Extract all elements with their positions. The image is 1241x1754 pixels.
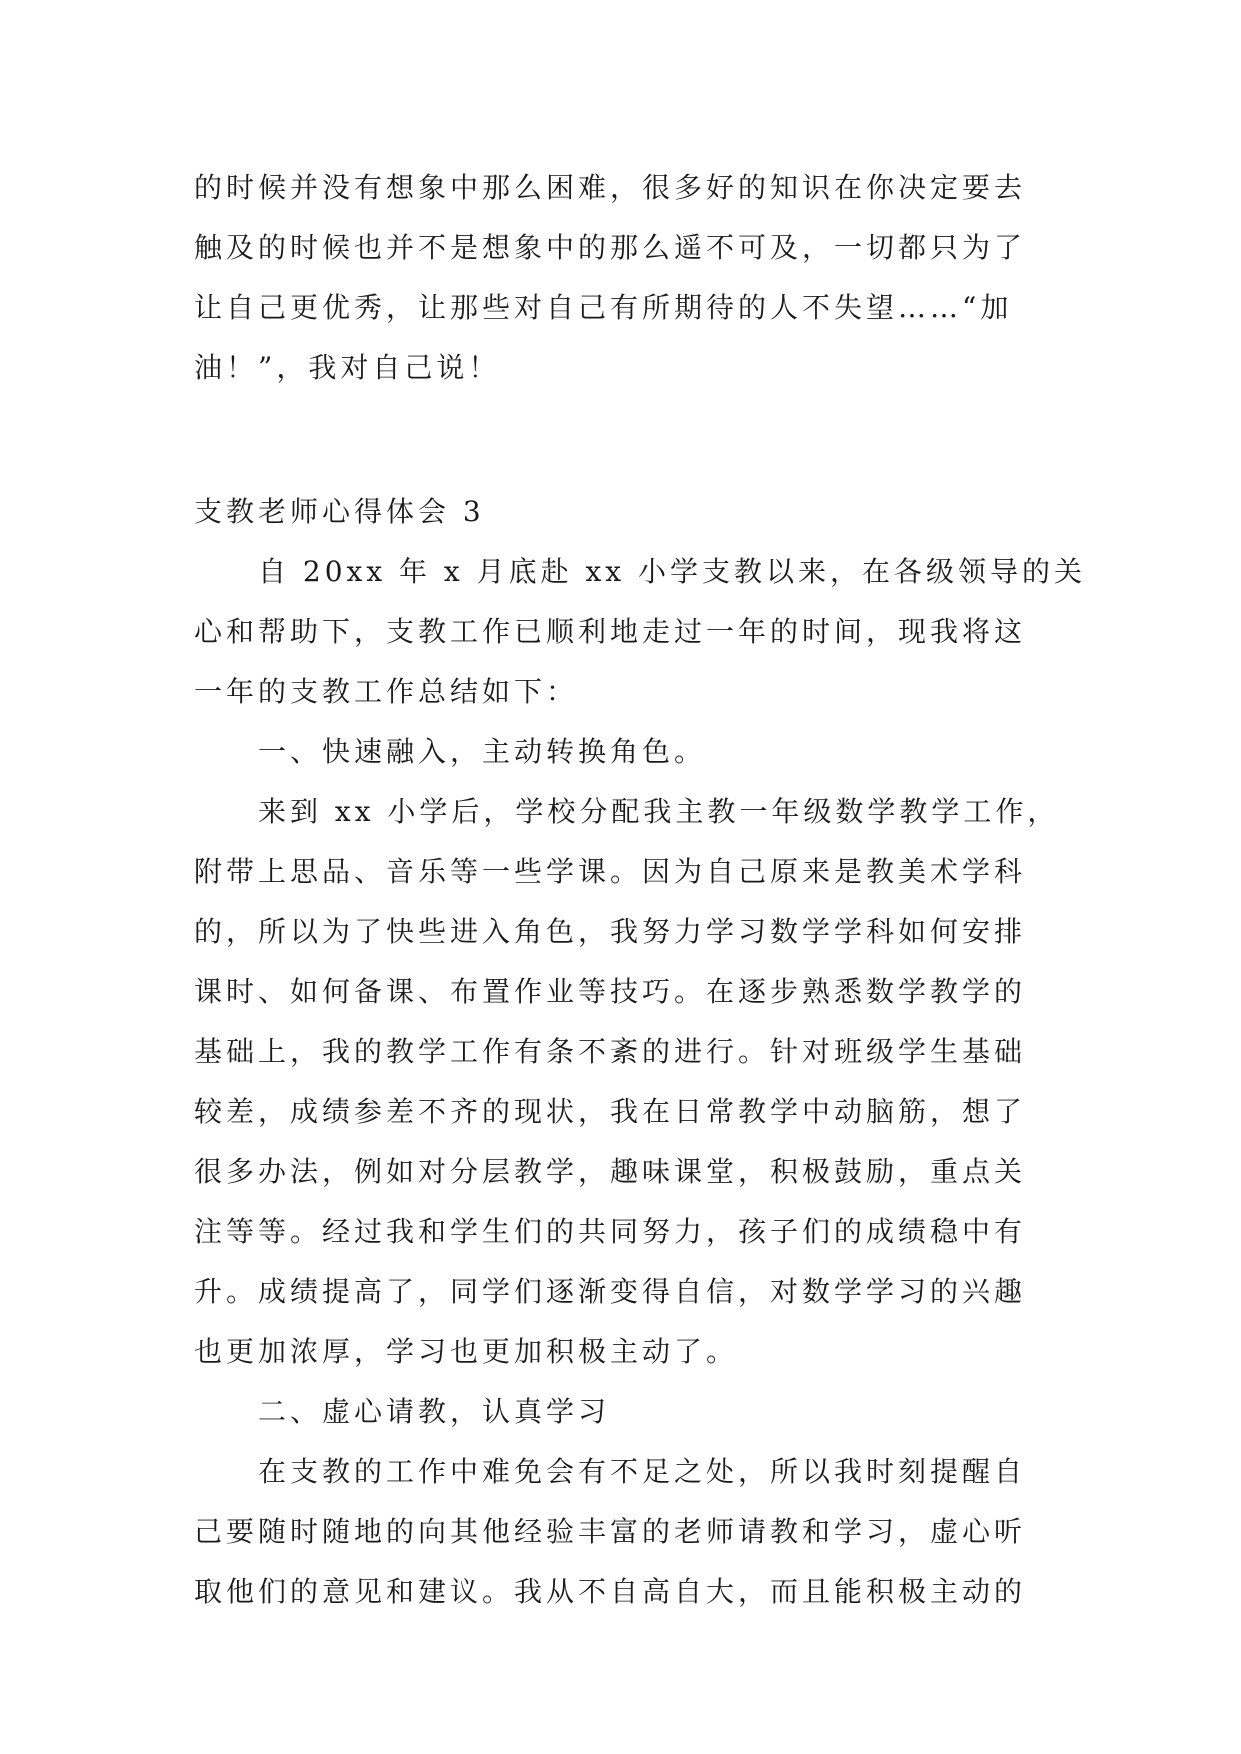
text-line: 的，所以为了快些进入角色，我努力学习数学学科如何安排	[194, 915, 1027, 948]
subheading-2	[194, 1382, 1060, 1442]
text-line: 注等等。经过我和学生们的共同努力，孩子们的成绩稳中有	[194, 1215, 1027, 1248]
text-line: 的时候并没有想象中那么困难，很多好的知识在你决定要去	[194, 171, 1027, 204]
text-line: 较差，成绩参差不齐的现状，我在日常教学中动脑筋，想了	[194, 1095, 1027, 1128]
paragraph-learning	[194, 1442, 1060, 1622]
text-line: 自 20xx 年 x 月底赴 xx 小学支教以来，在各级领导的关	[258, 555, 1086, 588]
text-line: 心和帮助下，支教工作已顺利地走过一年的时间，现我将这	[194, 615, 1027, 648]
text-line: 来到 xx 小学后，学校分配我主教一年级数学教学工作，	[258, 795, 1060, 828]
subheading-1	[194, 722, 1060, 782]
text-line: 油！”，我对自己说！	[194, 351, 501, 384]
text-line: 触及的时候也并不是想象中的那么遥不可及，一切都只为了	[194, 231, 1027, 264]
text-line: 在支教的工作中难免会有不足之处，所以我时刻提醒自	[258, 1455, 1027, 1488]
paragraph-teaching	[194, 782, 1060, 1382]
document-body	[194, 158, 1086, 1622]
text-line: 很多办法，例如对分层教学，趣味课堂，积极鼓励，重点关	[194, 1155, 1027, 1188]
text-line: 也更加浓厚，学习也更加积极主动了。	[194, 1335, 739, 1368]
text-line: 课时、如何备课、布置作业等技巧。在逐步熟悉数学教学的	[194, 975, 1027, 1008]
paragraph-intro-summary	[194, 542, 1086, 722]
section-title: 支教老师心得体会 3	[194, 495, 485, 528]
text-line: 取他们的意见和建议。我从不自高自大，而且能积极主动的	[194, 1575, 1027, 1608]
text-line: 附带上思品、音乐等一些学课。因为自己原来是教美术学科	[194, 855, 1027, 888]
text-line: 基础上，我的教学工作有条不紊的进行。针对班级学生基础	[194, 1035, 1027, 1068]
text-line: 一、快速融入，主动转换角色。	[258, 735, 707, 768]
intro-paragraph	[194, 158, 1060, 398]
text-line: 己要随时随地的向其他经验丰富的老师请教和学习，虚心听	[194, 1515, 1027, 1548]
text-line: 升。成绩提高了，同学们逐渐变得自信，对数学学习的兴趣	[194, 1275, 1027, 1308]
text-line: 一年的支教工作总结如下：	[194, 675, 579, 708]
text-line: 让自己更优秀，让那些对自己有所期待的人不失望……“加	[194, 291, 1013, 324]
text-line: 二、虚心请教，认真学习	[258, 1395, 611, 1428]
